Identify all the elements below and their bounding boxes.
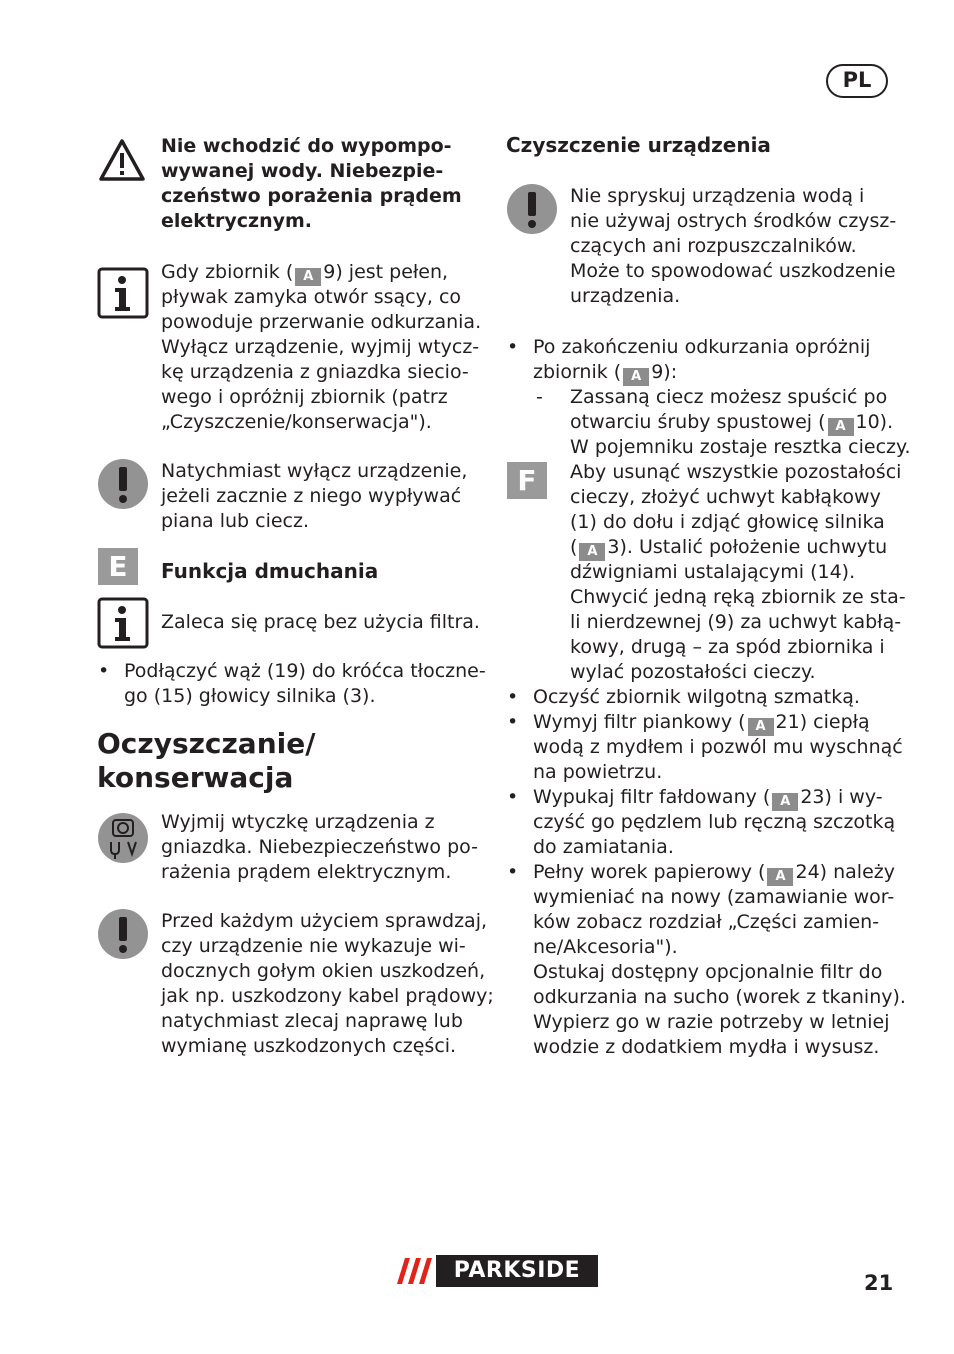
section-marker-e: E [98,548,138,585]
figure-ref-badge: A [767,868,793,886]
bullet-text-paper-bag: Pełny worek papierowy ( A 24) należy wymieniać na nowy (zamawianie wor- ków zobacz rozdział „Części zamien- ne/Akcesoria"). Ostukaj dostępny opcjonalnie filtr do odkurzania na sucho (worek z tkaniny). Wypierz go w razie potrzeby w letniej wodzie z dodatkiem mydła i wysusz. [533,861,906,1058]
caution-text-inspection: Przed każdym użyciem sprawdzaj, czy urządzenie nie wykazuje wi- docznych gołym okien uszkodzeń, jak np. uszkodzony kabel prądowy; natychmiast zlecaj naprawę lub wymianę uszkodzonych części. [161,910,494,1057]
unplug-icon [97,812,149,864]
caution-exclamation-icon [506,183,558,235]
figure-ref-badge: A [623,368,649,386]
section-title-device-cleaning: Czyszczenie urządzenia [506,133,771,157]
figure-ref-badge: A [295,268,321,286]
section-title-blowing: Funkcja dmuchania [161,559,379,583]
bullet-marker: • [507,686,519,708]
bullet-marker: • [507,861,519,883]
info-text-no-filter: Zaleca się pracę bez użycia filtra. [161,611,480,633]
section-marker-f: F [507,462,547,499]
bullet-text-wipe-tank: Oczyść zbiornik wilgotną szmatką. [533,686,860,708]
caution-text-no-spray: Nie spryskuj urządzenia wodą i nie używaj ostrych środków czysz- czących ani rozpuszczalników. Może to spowodować uszkodzenie urządzenia. [570,185,897,307]
bullet-marker: • [507,711,519,733]
bullet-text-foam-filter: Wymyj filtr piankowy ( A 21) ciepłą wodą z mydłem i pozwól mu wyschnąć na powietrzu. [533,711,903,783]
heading-cleaning-maintenance: Oczyszczanie/ konserwacja [97,727,316,794]
bullet-marker: • [507,336,519,358]
figure-ref-badge: A [579,543,605,561]
info-icon [97,597,149,649]
bullet-text-hose: Podłączyć wąż (19) do króćca tłoczne- go (15) głowicy silnika (3). [124,660,486,707]
language-badge: PL [826,64,888,98]
caution-text-foam: Natychmiast wyłącz urządzenie, jeżeli zacznie z niego wypływać piana lub ciecz. [161,460,468,532]
caution-exclamation-icon [97,908,149,960]
section-f-text: Aby usunąć wszystkie pozostałości cieczy, złożyć uchwyt kabłąkowy (1) do dołu i zdjąć głowicę silnika ( A 3). Ustalić położenie uchwytu dźwigniami ustalającymi (14). Chwycić jedną ręką zbiornik ze sta- li nierdzewnej (9) za uchwyt kabłą- kowy, drugą – za spód zbiornika i wylać pozostałości cieczy. [570,461,906,683]
unplug-text: Wyjmij wtyczkę urządzenia z gniazdka. Niebezpieczeństwo po- rażenia prądem elektrycznym. [161,811,478,883]
warning-text: Nie wchodzić do wypompo- wywanej wody. Niebezpie- czeństwo porażenia prądem elektrycznym. [161,135,462,232]
bullet-text-pleated-filter: Wypukaj filtr fałdowany ( A 23) i wy- czyść go pędzlem lub ręczną szczotką do zamiatania. [533,786,896,858]
brand-name: PARKSIDE [436,1255,598,1287]
info-text-tank-full: Gdy zbiornik ( A 9) jest pełen, pływak zamyka otwór ssący, co powoduje przerwanie odkurzania. Wyłącz urządzenie, wyjmij wtycz- kę urządzenia z gniazdka siecio- wego i opróżnij zbiornik (patrz „Czyszczenie/konserwacja"). [161,261,482,433]
logo-stripes-icon [395,1254,435,1288]
figure-ref-badge: A [772,793,798,811]
page-number: 21 [864,1271,894,1295]
dash-marker: - [536,386,543,408]
info-icon [97,267,149,319]
bullet-marker: • [507,786,519,808]
dash-text-drain: Zassaną ciecz możesz spuścić po otwarciu śruby spustowej ( A 10). W pojemniku zostaje resztka cieczy. [570,386,911,458]
bullet-marker: • [98,660,110,682]
bullet-text-empty-tank: Po zakończeniu odkurzania opróżnij zbiornik ( A 9): [533,336,871,384]
warning-triangle-icon [98,138,146,182]
figure-ref-badge: A [748,718,774,736]
figure-ref-badge: A [828,418,854,436]
caution-exclamation-icon [97,458,149,510]
parkside-logo [395,1254,598,1288]
